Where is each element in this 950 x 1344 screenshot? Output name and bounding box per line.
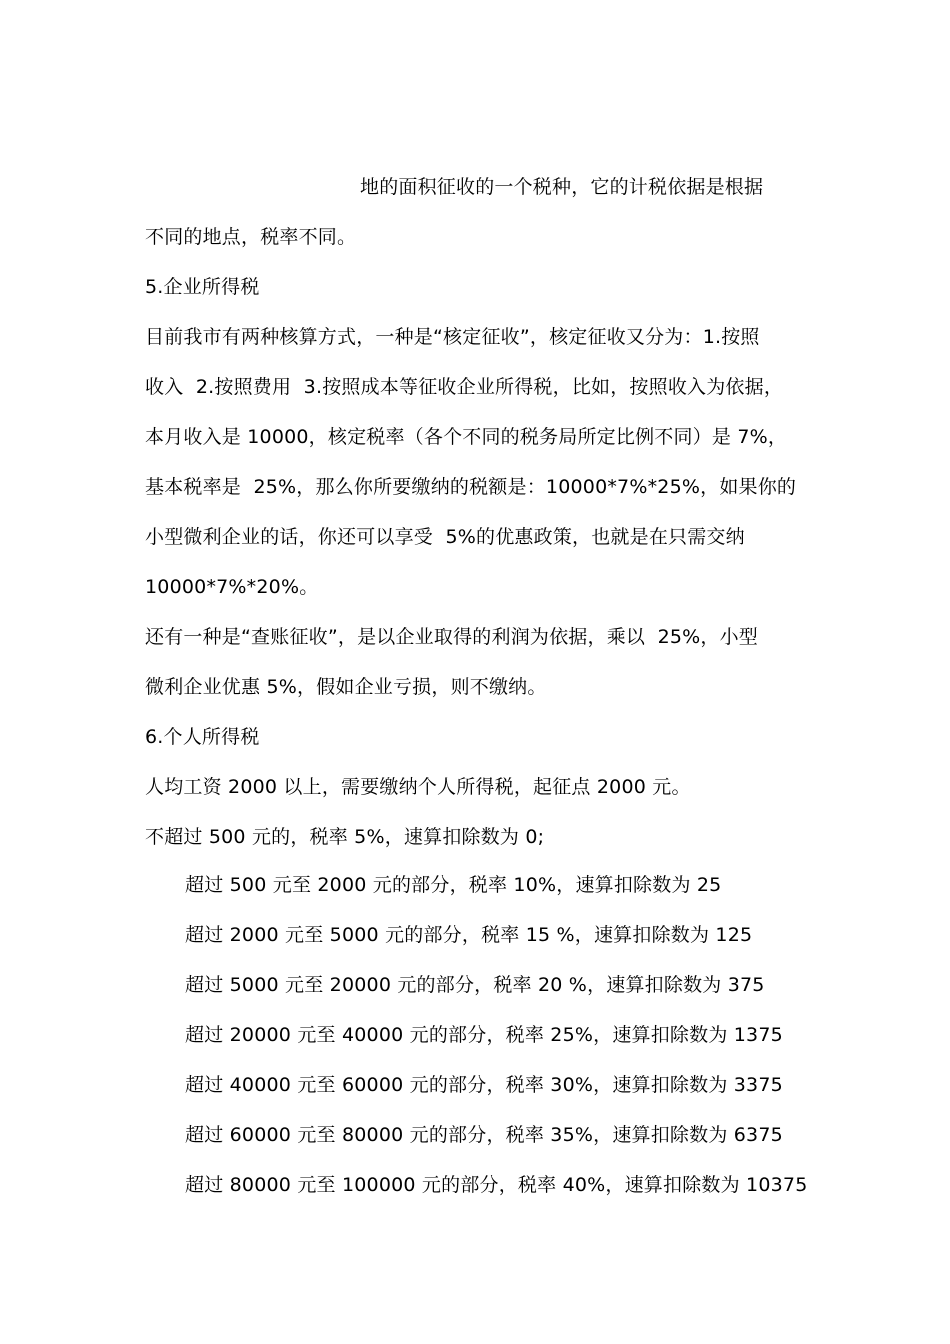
paragraph-line: 人均工资 2000 以上，需要缴纳个人所得税，起征点 2000 元。 [145,776,691,798]
paragraph-line: 目前我市有两种核算方式，一种是“核定征收”，核定征收又分为：1.按照 [145,326,760,348]
paragraph-line: 小型微利企业的话，你还可以享受 5%的优惠政策，也就是在只需交纳 [145,526,745,548]
tax-bracket-line: 超过 40000 元至 60000 元的部分，税率 30%，速算扣除数为 3375 [185,1074,783,1096]
section-heading-personal-income-tax: 6.个人所得税 [145,726,260,748]
paragraph-line: 地的面积征收的一个税种，它的计税依据是根据 [360,176,764,198]
tax-bracket-line: 超过 2000 元至 5000 元的部分，税率 15 %，速算扣除数为 125 [185,924,753,946]
paragraph-line: 基本税率是 25%，那么你所要缴纳的税额是：10000*7%*25%，如果你的 [145,476,797,498]
section-heading-corporate-income-tax: 5.企业所得税 [145,276,260,298]
paragraph-line: 10000*7%*20%。 [145,576,319,598]
tax-bracket-line: 超过 500 元至 2000 元的部分，税率 10%，速算扣除数为 25 [185,874,722,896]
tax-bracket-line: 超过 20000 元至 40000 元的部分，税率 25%，速算扣除数为 1375 [185,1024,783,1046]
paragraph-line: 收入 2.按照费用 3.按照成本等征收企业所得税，比如，按照收入为依据， [145,376,784,398]
paragraph-line: 还有一种是“查账征收”，是以企业取得的利润为依据，乘以 25%，小型 [145,626,758,648]
tax-bracket-line: 超过 60000 元至 80000 元的部分，税率 35%，速算扣除数为 6375 [185,1124,783,1146]
paragraph-line: 不同的地点，税率不同。 [145,226,357,248]
tax-bracket-line: 超过 80000 元至 100000 元的部分，税率 40%，速算扣除数为 10375 [185,1174,808,1196]
tax-bracket-line: 超过 5000 元至 20000 元的部分，税率 20 %，速算扣除数为 375 [185,974,765,996]
paragraph-line: 本月收入是 10000，核定税率（各个不同的税务局所定比例不同）是 7%， [145,426,788,448]
paragraph-line: 微利企业优惠 5%，假如企业亏损，则不缴纳。 [145,676,547,698]
tax-bracket-line: 不超过 500 元的，税率 5%，速算扣除数为 0; [145,826,545,848]
